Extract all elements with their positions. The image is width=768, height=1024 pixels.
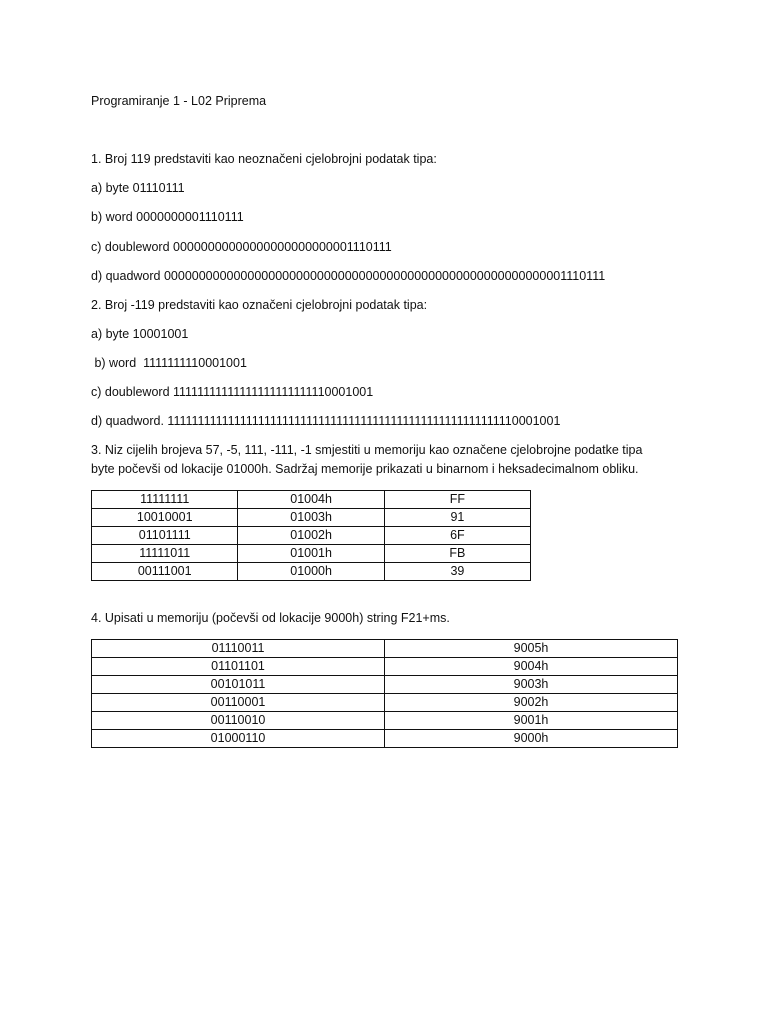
- table-row: [92, 712, 678, 730]
- binary-cell: 11111011: [92, 545, 238, 563]
- binary-cell: 00101011: [92, 676, 385, 694]
- address-cell: 9000h: [385, 730, 678, 748]
- question-4-heading: 4. Upisati u memoriju (počevši od lokacije 9000h) string F21+ms.: [91, 611, 450, 625]
- table-row: [92, 509, 531, 527]
- question-1-answer-a: a) byte 01110111: [91, 181, 185, 195]
- hex-cell: FB: [384, 545, 530, 563]
- binary-cell: 11111111: [92, 491, 238, 509]
- address-cell: 01003h: [238, 509, 384, 527]
- table-row: [92, 730, 678, 748]
- table-row: [92, 676, 678, 694]
- question-3-heading-line-1: 3. Niz cijelih brojeva 57, -5, 111, -111, -1 smjestiti u memoriju kao označene cjelobrojne podatke tipa: [91, 443, 643, 457]
- binary-cell: 00111001: [92, 563, 238, 581]
- binary-cell: 01000110: [92, 730, 385, 748]
- binary-cell: 01101111: [92, 527, 238, 545]
- address-cell: 9001h: [385, 712, 678, 730]
- question-1-heading: 1. Broj 119 predstaviti kao neoznačeni cjelobrojni podatak tipa:: [91, 152, 437, 166]
- question-2-answer-d: d) quadword. 1111111111111111111111111111111111111111111111111111111110001001: [91, 414, 561, 428]
- table-row: [92, 694, 678, 712]
- binary-cell: 01110011: [92, 640, 385, 658]
- question-2-heading: 2. Broj -119 predstaviti kao označeni cjelobrojni podatak tipa:: [91, 298, 428, 312]
- binary-cell: 10010001: [92, 509, 238, 527]
- binary-cell: 01101101: [92, 658, 385, 676]
- address-cell: 9004h: [385, 658, 678, 676]
- table-row: [92, 491, 531, 509]
- table-row: [92, 527, 531, 545]
- address-cell: 01002h: [238, 527, 384, 545]
- question-3-heading-line-2: byte počevši od lokacije 01000h. Sadržaj memorije prikazati u binarnom i heksadecimalnom obliku.: [91, 462, 639, 476]
- address-cell: 9003h: [385, 676, 678, 694]
- table-row: [92, 640, 678, 658]
- hex-cell: 6F: [384, 527, 530, 545]
- question-1-answer-c: c) doubleword 00000000000000000000000001110111: [91, 240, 392, 254]
- question-2-answer-a: a) byte 10001001: [91, 327, 189, 341]
- hex-cell: 39: [384, 563, 530, 581]
- table-row: [92, 658, 678, 676]
- hex-cell: FF: [384, 491, 530, 509]
- question-3-memory-table: [91, 490, 531, 581]
- hex-cell: 91: [384, 509, 530, 527]
- table-row: [92, 545, 531, 563]
- binary-cell: 00110010: [92, 712, 385, 730]
- address-cell: 01001h: [238, 545, 384, 563]
- question-2-answer-c: c) doubleword 11111111111111111111111110001001: [91, 385, 374, 399]
- address-cell: 9002h: [385, 694, 678, 712]
- address-cell: 9005h: [385, 640, 678, 658]
- question-2-answer-b: b) word 1111111110001001: [91, 356, 247, 370]
- question-1-answer-b: b) word 0000000001110111: [91, 210, 244, 224]
- table-row: [92, 563, 531, 581]
- address-cell: 01004h: [238, 491, 384, 509]
- binary-cell: 00110001: [92, 694, 385, 712]
- question-4-memory-table: [91, 639, 678, 748]
- question-1-answer-d: d) quadword 0000000000000000000000000000000000000000000000000000000001110111: [91, 269, 606, 283]
- document-title: Programiranje 1 - L02 Priprema: [91, 94, 267, 108]
- address-cell: 01000h: [238, 563, 384, 581]
